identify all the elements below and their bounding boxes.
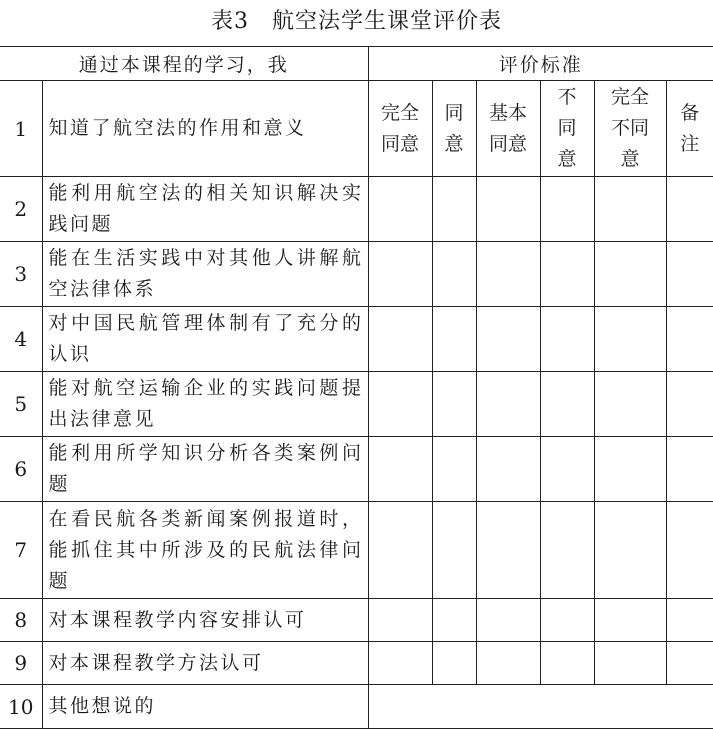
rating-cell (540, 242, 594, 307)
table-row (0, 307, 713, 372)
row-number: 2 (0, 177, 42, 242)
rating-cell (476, 307, 540, 372)
column-header-line: 完全 (381, 101, 420, 124)
column-header-line: 同意 (489, 132, 528, 155)
rating-cell (432, 177, 476, 242)
table-title: 表3 航空法学生课堂评价表 (211, 9, 502, 34)
row-number: 3 (0, 242, 42, 307)
column-header-remarks (666, 81, 713, 177)
rating-cell (368, 437, 432, 502)
row-number: 4 (0, 307, 42, 372)
row-text: 能利用航空法的相关知识解决实践问题 (42, 177, 368, 242)
row-number: 7 (0, 502, 42, 599)
row-text: 在看民航各类新闻案例报道时，能抓住其中所涉及的民航法律问题 (42, 502, 368, 599)
rating-cell (476, 642, 540, 685)
row-text: 能利用所学知识分析各类案例问题 (42, 437, 368, 502)
rating-cell (594, 599, 666, 642)
rating-cell (540, 307, 594, 372)
column-header-strongly-agree (368, 81, 432, 177)
table-row (0, 437, 713, 502)
rating-cell (476, 599, 540, 642)
rating-cell (368, 177, 432, 242)
rating-cell (594, 307, 666, 372)
table-row (0, 81, 713, 177)
rating-cell (368, 642, 432, 685)
row-number: 9 (0, 642, 42, 685)
row-text: 对中国民航管理体制有了充分的认识 (42, 307, 368, 372)
column-header-line: 意 (444, 132, 464, 155)
rating-cell (476, 372, 540, 437)
table-row (0, 685, 713, 729)
table-row (0, 372, 713, 437)
row-number: 6 (0, 437, 42, 502)
rating-cell (540, 372, 594, 437)
rating-cell (594, 372, 666, 437)
table-row (0, 502, 713, 599)
row-number: 8 (0, 599, 42, 642)
column-header-agree (432, 81, 476, 177)
remarks-cell (666, 177, 713, 242)
row-number: 5 (0, 372, 42, 437)
column-header-line: 备 (680, 101, 700, 124)
row-text: 能对航空运输企业的实践问题提出法律意见 (42, 372, 368, 437)
row-text: 对本课程教学内容安排认可 (42, 599, 368, 642)
remarks-cell (666, 242, 713, 307)
remarks-cell (666, 372, 713, 437)
column-header-line: 同 (444, 101, 464, 124)
row-number: 1 (0, 81, 42, 177)
rating-cell (594, 242, 666, 307)
table-row (0, 177, 713, 242)
rating-cell (368, 372, 432, 437)
header-right: 评价标准 (368, 47, 713, 81)
rating-cell (368, 502, 432, 599)
column-header-line: 意 (620, 148, 640, 170)
rating-cell (368, 307, 432, 372)
rating-cell (432, 437, 476, 502)
row-text: 其他想说的 (42, 685, 368, 729)
remarks-cell (666, 599, 713, 642)
rating-cell (540, 502, 594, 599)
row-text: 能在生活实践中对其他人讲解航空法律体系 (42, 242, 368, 307)
rating-cell (368, 242, 432, 307)
remarks-cell (666, 642, 713, 685)
rating-cell (476, 437, 540, 502)
row-text: 对本课程教学方法认可 (42, 642, 368, 685)
other-comments-cell (368, 685, 713, 729)
rating-cell (432, 372, 476, 437)
rating-cell (476, 177, 540, 242)
rating-cell (594, 642, 666, 685)
rating-cell (432, 642, 476, 685)
rating-cell (432, 599, 476, 642)
rating-cell (540, 437, 594, 502)
column-header-line: 不同 (611, 117, 650, 139)
header-row (0, 47, 713, 81)
rating-cell (432, 242, 476, 307)
remarks-cell (666, 437, 713, 502)
column-header-line: 注 (680, 132, 700, 155)
column-header-line: 完全 (611, 86, 650, 108)
evaluation-table (0, 46, 713, 729)
column-header-line: 不 (557, 86, 577, 108)
rating-cell (594, 502, 666, 599)
column-header-line: 意 (557, 148, 577, 170)
rating-cell (594, 437, 666, 502)
rating-cell (432, 307, 476, 372)
column-header-line: 同 (557, 117, 577, 139)
rating-cell (476, 502, 540, 599)
header-left: 通过本课程的学习，我 (0, 47, 368, 81)
row-text: 知道了航空法的作用和意义 (42, 81, 368, 177)
rating-cell (476, 242, 540, 307)
remarks-cell (666, 502, 713, 599)
rating-cell (540, 642, 594, 685)
rating-cell (368, 599, 432, 642)
column-header-mostly-agree (476, 81, 540, 177)
rating-cell (432, 502, 476, 599)
column-header-disagree (540, 81, 594, 177)
rating-cell (540, 177, 594, 242)
rating-cell (540, 599, 594, 642)
table-row (0, 242, 713, 307)
column-header-line: 基本 (489, 101, 528, 124)
table-row (0, 599, 713, 642)
table-row (0, 642, 713, 685)
rating-cell (594, 177, 666, 242)
column-header-line: 同意 (381, 132, 420, 155)
row-number: 10 (0, 685, 42, 729)
remarks-cell (666, 307, 713, 372)
column-header-strongly-disagree (594, 81, 666, 177)
